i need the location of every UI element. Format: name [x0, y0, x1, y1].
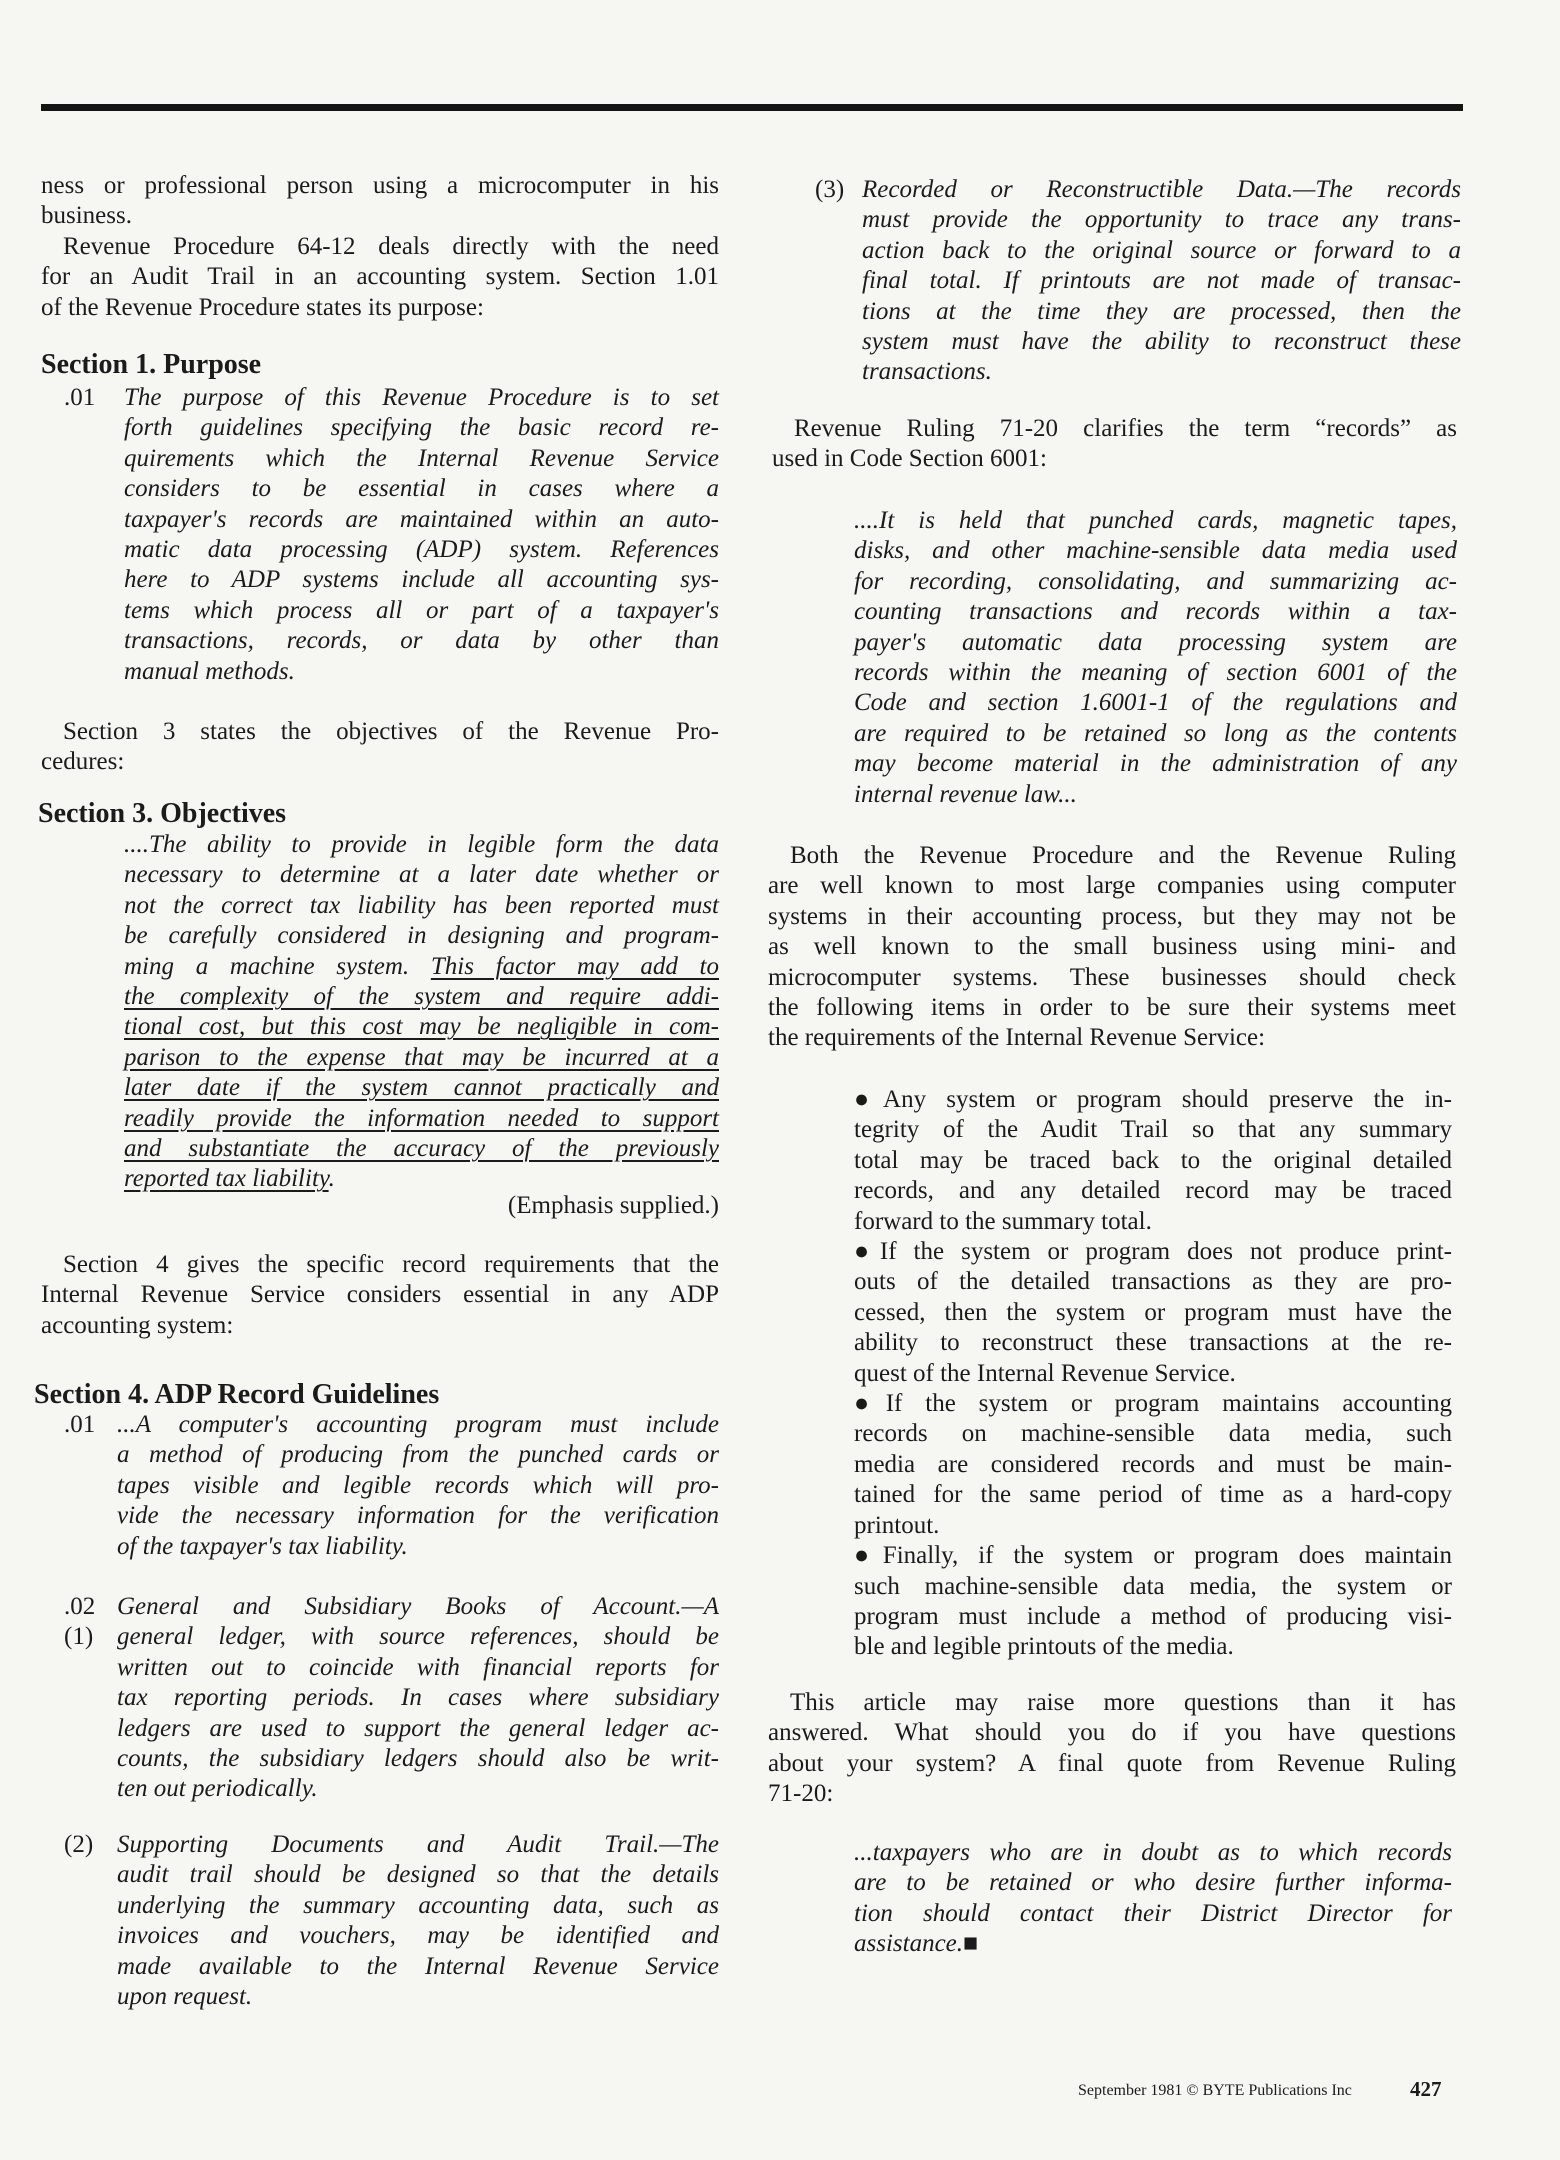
bullet-item: [854, 1237, 1452, 1389]
text-line: outs of the detailed transactions as they are pro-: [854, 1268, 1452, 1296]
text-line: [124, 1073, 719, 1103]
text-line: Supporting Documents and Audit Trail.—The: [117, 1831, 719, 1858]
text-line: internal revenue law...: [854, 780, 1077, 808]
text-line: payer's automatic data processing system are: [854, 628, 1457, 656]
text-line: as well known to the small business using mini- and: [768, 933, 1456, 961]
text-line: ●If the system or program does not produce print-: [854, 1238, 1452, 1266]
text-line: considers to be essential in cases where a: [124, 475, 719, 503]
text-line: ...A computer's accounting program must include: [117, 1411, 719, 1438]
text-line: reported tax liability.: [124, 1165, 335, 1193]
text-line: tems which process all or part of a taxpayer's: [124, 596, 719, 624]
bullet-item: [854, 1389, 1452, 1541]
text-line: ten out periodically.: [117, 1775, 318, 1803]
text-line: Code and section 1.6001-1 of the regulations and: [854, 689, 1457, 717]
paragraph-intro: [41, 171, 719, 232]
text-line: ming a machine system. This factor may add to: [124, 952, 719, 980]
underlined-emphasis: and substantiate the accuracy of the previously: [124, 1135, 719, 1163]
text-line: General and Subsidiary Books of Account.—A: [117, 1593, 719, 1620]
text-line: are required to be retained so long as the contents: [854, 719, 1457, 747]
text-line: necessary to determine at a later date whether or: [124, 861, 719, 889]
text-line: general ledger, with source references, should be: [117, 1623, 719, 1651]
bullet-item: [854, 1085, 1452, 1237]
text-line: program must include a method of producing visi-: [854, 1602, 1452, 1630]
text-line: of the Revenue Procedure states its purpose:: [41, 293, 484, 321]
text-line: tax reporting periods. In cases where subsidiary: [117, 1684, 719, 1712]
text-line: tions at the time they are processed, then the: [862, 297, 1461, 325]
text-line: assistance.■: [854, 1930, 979, 1958]
text-line: not the correct tax liability has been reported must: [124, 891, 719, 919]
text-line: [124, 1043, 719, 1073]
text-line: cedures:: [41, 748, 125, 776]
emphasis-note: (Emphasis supplied.): [507, 1192, 719, 1219]
text-line: cessed, then the system or program must have the: [854, 1298, 1452, 1326]
text-line: vide the necessary information for the verification: [117, 1502, 719, 1530]
text-line: invoices and vouchers, may be identified and: [117, 1922, 719, 1950]
label-02: .02: [64, 1593, 96, 1620]
underlined-emphasis: the complexity of the system and require addi-: [124, 983, 719, 1011]
text-line: manual methods.: [124, 657, 295, 685]
label-1: (1): [64, 1623, 94, 1650]
text-line: must provide the opportunity to trace any trans-: [862, 206, 1461, 234]
paragraph-conclusion: [768, 1688, 1456, 1810]
text-line: [124, 1104, 719, 1134]
text-line: accounting system:: [41, 1311, 234, 1339]
text-line: a method of producing from the punched cards or: [117, 1441, 719, 1469]
text-line: the requirements of the Internal Revenue Service:: [768, 1024, 1266, 1052]
text-line: Recorded or Reconstructible Data.—The records: [862, 176, 1461, 203]
text-line: tion should contact their District Director for: [854, 1899, 1452, 1927]
section-4-02-1-text: [117, 1592, 719, 1805]
text-line: records within the meaning of section 6001 of the: [854, 659, 1457, 687]
text-line: taxpayer's records are maintained within an auto-: [124, 505, 719, 533]
text-line: systems in their accounting process, but they may not be: [768, 902, 1456, 930]
text-line: system must have the ability to reconstruct these: [862, 328, 1461, 356]
text-line: disks, and other machine-sensible data media used: [854, 537, 1457, 565]
text-line: matic data processing (ADP) system. References: [124, 536, 719, 564]
underlined-emphasis: This factor may add to: [430, 952, 719, 980]
text-line: tapes visible and legible records which will pro-: [117, 1471, 719, 1499]
section-4-01-text: [117, 1410, 719, 1562]
text-line: printout.: [854, 1511, 940, 1539]
footer-credit: September 1981 © BYTE Publications Inc: [1078, 2082, 1352, 2099]
text-line: Internal Revenue Service considers essential in any ADP: [41, 1281, 719, 1309]
text-line: are to be retained or who desire further informa-: [854, 1869, 1452, 1897]
text-line: media are considered records and must be main-: [854, 1450, 1452, 1478]
section-1-01-text: [124, 383, 719, 687]
text-line: ●If the system or program maintains accounting: [854, 1390, 1452, 1418]
text-line: answered. What should you do if you have questions: [768, 1719, 1456, 1747]
text-line: final total. If printouts are not made of transac-: [862, 267, 1461, 295]
text-line: total may be traced back to the original detailed: [854, 1146, 1452, 1174]
underlined-emphasis: later date if the system cannot practically and: [124, 1074, 719, 1102]
text-line: ●Any system or program should preserve the in-: [854, 1086, 1452, 1113]
text-line: forth guidelines specifying the basic record re-: [124, 414, 719, 442]
text-line: ability to reconstruct these transactions at the re-: [854, 1329, 1452, 1357]
text-line: used in Code Section 6001:: [772, 445, 1047, 473]
text-line: transactions, records, or data by other than: [124, 627, 719, 655]
text-line: The purpose of this Revenue Procedure is to set: [124, 384, 719, 411]
label-01: .01: [64, 1411, 96, 1438]
text-line: ●Finally, if the system or program does maintain: [854, 1542, 1452, 1570]
text-line: here to ADP systems include all accounting sys-: [124, 566, 719, 594]
text-line: This article may raise more questions than it has: [790, 1689, 1456, 1716]
heading-section-3: Section 3. Objectives: [38, 798, 287, 829]
text-line: ledgers are used to support the general ledger ac-: [117, 1714, 719, 1742]
text-line: [124, 982, 719, 1012]
text-line: for an Audit Trail in an accounting system. Section 1.01: [41, 263, 719, 291]
text-line: are well known to most large companies using computer: [768, 872, 1456, 900]
text-line: may become material in the administration of any: [854, 750, 1457, 778]
text-line: Both the Revenue Procedure and the Revenue Ruling: [790, 842, 1456, 869]
paragraph-revenue-procedure: [41, 232, 719, 323]
label-01: .01: [64, 384, 96, 411]
revenue-ruling-quote: [854, 506, 1457, 810]
text-line: ness or professional person using a microcomputer in his: [41, 172, 719, 199]
text-line: upon request.: [117, 1983, 253, 2011]
bullet-list: [854, 1085, 1452, 1663]
text-line: underlying the summary accounting data, such as: [117, 1891, 719, 1919]
text-line: tained for the same period of time as a hard-copy: [854, 1481, 1452, 1509]
text-line: ...taxpayers who are in doubt as to which records: [854, 1839, 1452, 1866]
text-line: 71-20:: [768, 1780, 834, 1808]
section-3-quote: [124, 830, 719, 1195]
text-line: action back to the original source or forward to a: [862, 236, 1461, 264]
paragraph-revenue-ruling: [772, 414, 1457, 475]
text-line: Revenue Ruling 71-20 clarifies the term “records” as: [794, 415, 1457, 442]
text-line: quest of the Internal Revenue Service.: [854, 1359, 1236, 1387]
text-line: such machine-sensible data media, the system or: [854, 1572, 1452, 1600]
text-line: microcomputer systems. These businesses should check: [768, 963, 1456, 991]
text-line: the following items in order to be sure their systems meet: [768, 994, 1456, 1022]
text-line: counts, the subsidiary ledgers should also be writ-: [117, 1745, 719, 1773]
text-line: ....It is held that punched cards, magnetic tapes,: [854, 507, 1457, 534]
text-line: forward to the summary total.: [854, 1207, 1152, 1235]
heading-section-1: Section 1. Purpose: [41, 349, 262, 380]
underlined-emphasis: parison to the expense that may be incurred at a: [124, 1043, 719, 1071]
text-line: counting transactions and records within a tax-: [854, 598, 1457, 626]
section-4-02-2-text: [117, 1830, 719, 2012]
text-line: [124, 1012, 719, 1042]
underlined-emphasis: tional cost, but this cost may be negligible in com-: [124, 1013, 719, 1041]
text-line: ....The ability to provide in legible form the data: [124, 831, 719, 858]
label-3: (3): [815, 176, 845, 203]
paragraph-section-3-intro: [41, 717, 719, 778]
text-line: audit trail should be designed so that the details: [117, 1861, 719, 1889]
text-line: quirements which the Internal Revenue Service: [124, 444, 719, 472]
text-line: be carefully considered in designing and program-: [124, 922, 719, 950]
paragraph-section-4-intro: [41, 1250, 719, 1341]
paragraph-both: [768, 841, 1456, 1054]
text-line: ble and legible printouts of the media.: [854, 1633, 1234, 1661]
text-line: [124, 1134, 719, 1164]
text-line: Section 3 states the objectives of the Revenue Pro-: [63, 718, 719, 745]
text-line: about your system? A final quote from Revenue Ruling: [768, 1749, 1456, 1777]
underlined-emphasis: reported tax liability: [124, 1165, 329, 1193]
label-2: (2): [64, 1831, 94, 1858]
text-line: records on machine-sensible data media, such: [854, 1420, 1452, 1448]
text-line: tegrity of the Audit Trail so that any summary: [854, 1116, 1452, 1144]
text-line: transactions.: [862, 358, 992, 386]
text-line: of the taxpayer's tax liability.: [117, 1532, 408, 1560]
section-4-02-3-text: [862, 175, 1461, 388]
bullet-item: [854, 1541, 1452, 1663]
text-line: for recording, consolidating, and summarizing ac-: [854, 567, 1457, 595]
text-line: business.: [41, 202, 132, 230]
text-line: Revenue Procedure 64-12 deals directly with the need: [63, 233, 719, 260]
underlined-emphasis: readily provide the information needed to support: [124, 1104, 719, 1132]
text-line: written out to coincide with financial reports for: [117, 1653, 719, 1681]
page-number: 427: [1410, 2077, 1442, 2101]
text-line: Section 4 gives the specific record requirements that the: [63, 1251, 719, 1278]
text-line: records, and any detailed record may be traced: [854, 1177, 1452, 1205]
top-rule: [41, 104, 1463, 111]
heading-section-4: Section 4. ADP Record Guidelines: [34, 1379, 440, 1410]
text-line: made available to the Internal Revenue Service: [117, 1952, 719, 1980]
final-quote: [854, 1838, 1452, 1960]
